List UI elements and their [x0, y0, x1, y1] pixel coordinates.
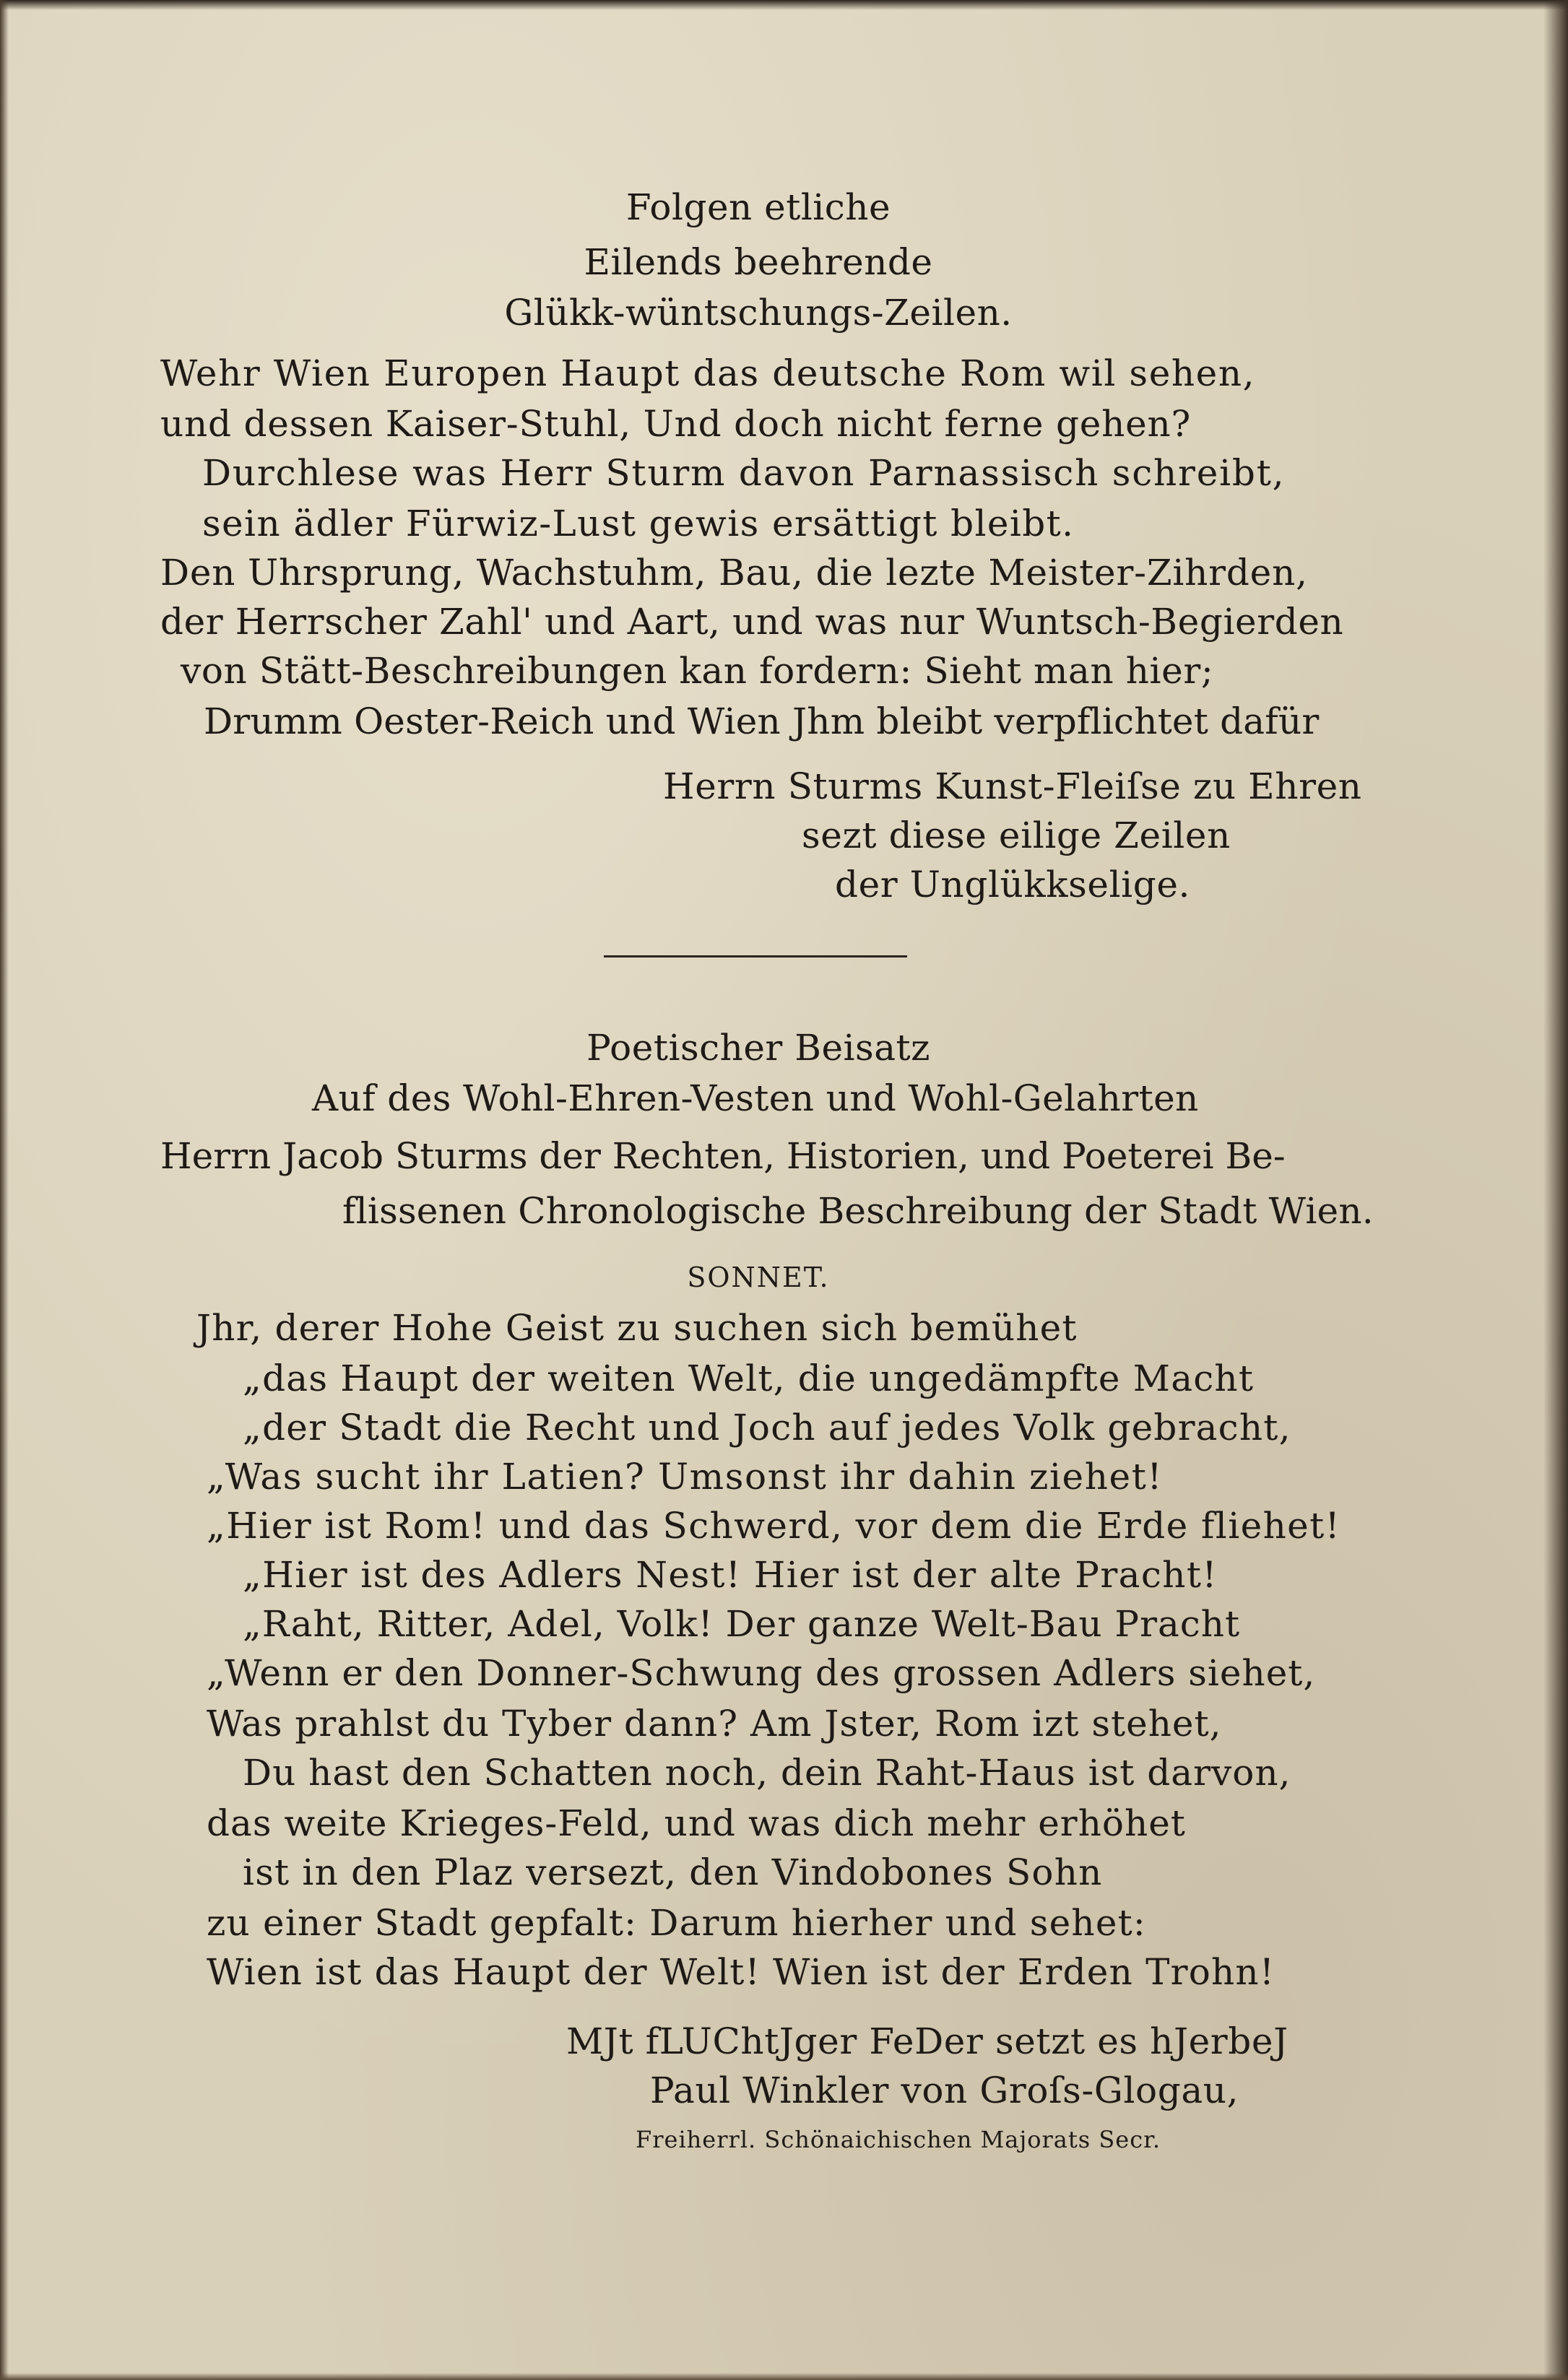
sonnet-line-11: das weite Krieges-Feld, und was dich mehr erhöhet: [207, 1802, 1186, 1844]
sonnet-line-6: „Hier ist des Adlers Nest! Hier ist der alte Pracht!: [243, 1554, 1218, 1596]
beisatz-signature-chronogram: MJt fLUChtJger FeDer setzt es hJerbeJ: [566, 2020, 1288, 2062]
page-edge-bottom: [0, 2373, 1568, 2380]
greeting-poem-line-8: Drumm Oester-Reich und Wien Jhm bleibt verpflichtet dafür: [204, 700, 1320, 742]
greeting-poem-line-7: von Stätt-Beschreibungen kan fordern: Sieht man hier;: [181, 650, 1214, 692]
sonnet-line-9: Was prahlst du Tyber dann? Am Jster, Rom izt stehet,: [207, 1703, 1222, 1745]
greeting-signature-line-3: der Unglükkselige.: [835, 864, 1191, 905]
page-edge-left: [0, 0, 9, 2380]
beisatz-heading-line-3: Herrn Jacob Sturms der Rechten, Historien, und Poeterei Be-: [160, 1135, 1286, 1177]
greeting-poem-line-4: sein ädler Fürwiz-Lust gewis ersättigt bleibt.: [202, 503, 1075, 544]
page-edge-top: [0, 0, 1568, 10]
greeting-poem-line-5: Den Uhrsprung, Wachstuhm, Bau, die lezte Meister-Zihrden,: [160, 552, 1308, 594]
beisatz-signature-title: Freiherrl. Schönaichischen Majorats Secr.: [636, 2126, 1161, 2153]
sonnet-line-5: „Hier ist Rom! und das Schwerd, vor dem die Erde fliehet!: [207, 1505, 1341, 1547]
sonnet-line-2: „das Haupt der weiten Welt, die ungedämpfte Macht: [243, 1358, 1255, 1399]
greeting-poem-line-1: Wehr Wien Europen Haupt das deutsche Rom wil sehen,: [160, 352, 1256, 394]
beisatz-heading-line-2: Auf des Wohl-Ehren-Vesten und Wohl-Gelahrten: [312, 1077, 1199, 1119]
sonnet-line-8: „Wenn er den Donner-Schwung des grossen Adlers siehet,: [207, 1652, 1316, 1694]
beisatz-signature-author: Paul Winkler von Groſs-Glogau,: [650, 2070, 1239, 2111]
greeting-poem-line-2: und dessen Kaiser-Stuhl, Und doch nicht ferne gehen?: [160, 403, 1192, 445]
sonnet-line-7: „Raht, Ritter, Adel, Volk! Der ganze Welt-Bau Pracht: [243, 1603, 1241, 1645]
beisatz-heading-line-1: Poetischer Beisatz: [586, 1027, 930, 1069]
sonnet-line-13: zu einer Stadt gepfalt: Darum hierher und sehet:: [207, 1902, 1146, 1944]
greeting-heading-line-2: Eilends beehrende: [584, 241, 933, 283]
greeting-heading-line-1: Folgen etliche: [625, 186, 891, 228]
sonnet-line-12: ist in den Plaz versezt, den Vindobones Sohn: [243, 1851, 1103, 1893]
beisatz-heading-line-4: flissenen Chronologische Beschreibung der Stadt Wien.: [342, 1190, 1374, 1232]
page-edge-right: [1543, 0, 1568, 2380]
sonnet-line-4: „Was sucht ihr Latien? Umsonst ihr dahin ziehet!: [207, 1456, 1164, 1498]
greeting-signature-line-1: Herrn Sturms Kunst-Fleiſse zu Ehren: [663, 765, 1362, 807]
greeting-signature-line-2: sezt diese eilige Zeilen: [802, 815, 1231, 856]
greeting-poem-line-3: Durchlese was Herr Sturm davon Parnassisch schreibt,: [202, 452, 1286, 494]
sonnet-line-14: Wien ist das Haupt der Welt! Wien ist der Erden Trohn!: [207, 1951, 1275, 1993]
sonnet-line-10: Du hast den Schatten noch, dein Raht-Haus ist darvon,: [243, 1752, 1291, 1794]
section-divider-rule: [604, 955, 907, 957]
sonnet-line-3: „der Stadt die Recht und Joch auf jedes Volk gebracht,: [243, 1407, 1291, 1449]
greeting-poem-line-6: der Herrscher Zahl' und Aart, und was nur Wuntsch-Begierden: [160, 601, 1344, 643]
greeting-heading-line-3: Glükk-wüntschungs-Zeilen.: [504, 292, 1013, 334]
sonnet-label: SONNET.: [687, 1261, 830, 1293]
sonnet-line-1: Jhr, derer Hohe Geist zu suchen sich bemühet: [196, 1307, 1078, 1349]
